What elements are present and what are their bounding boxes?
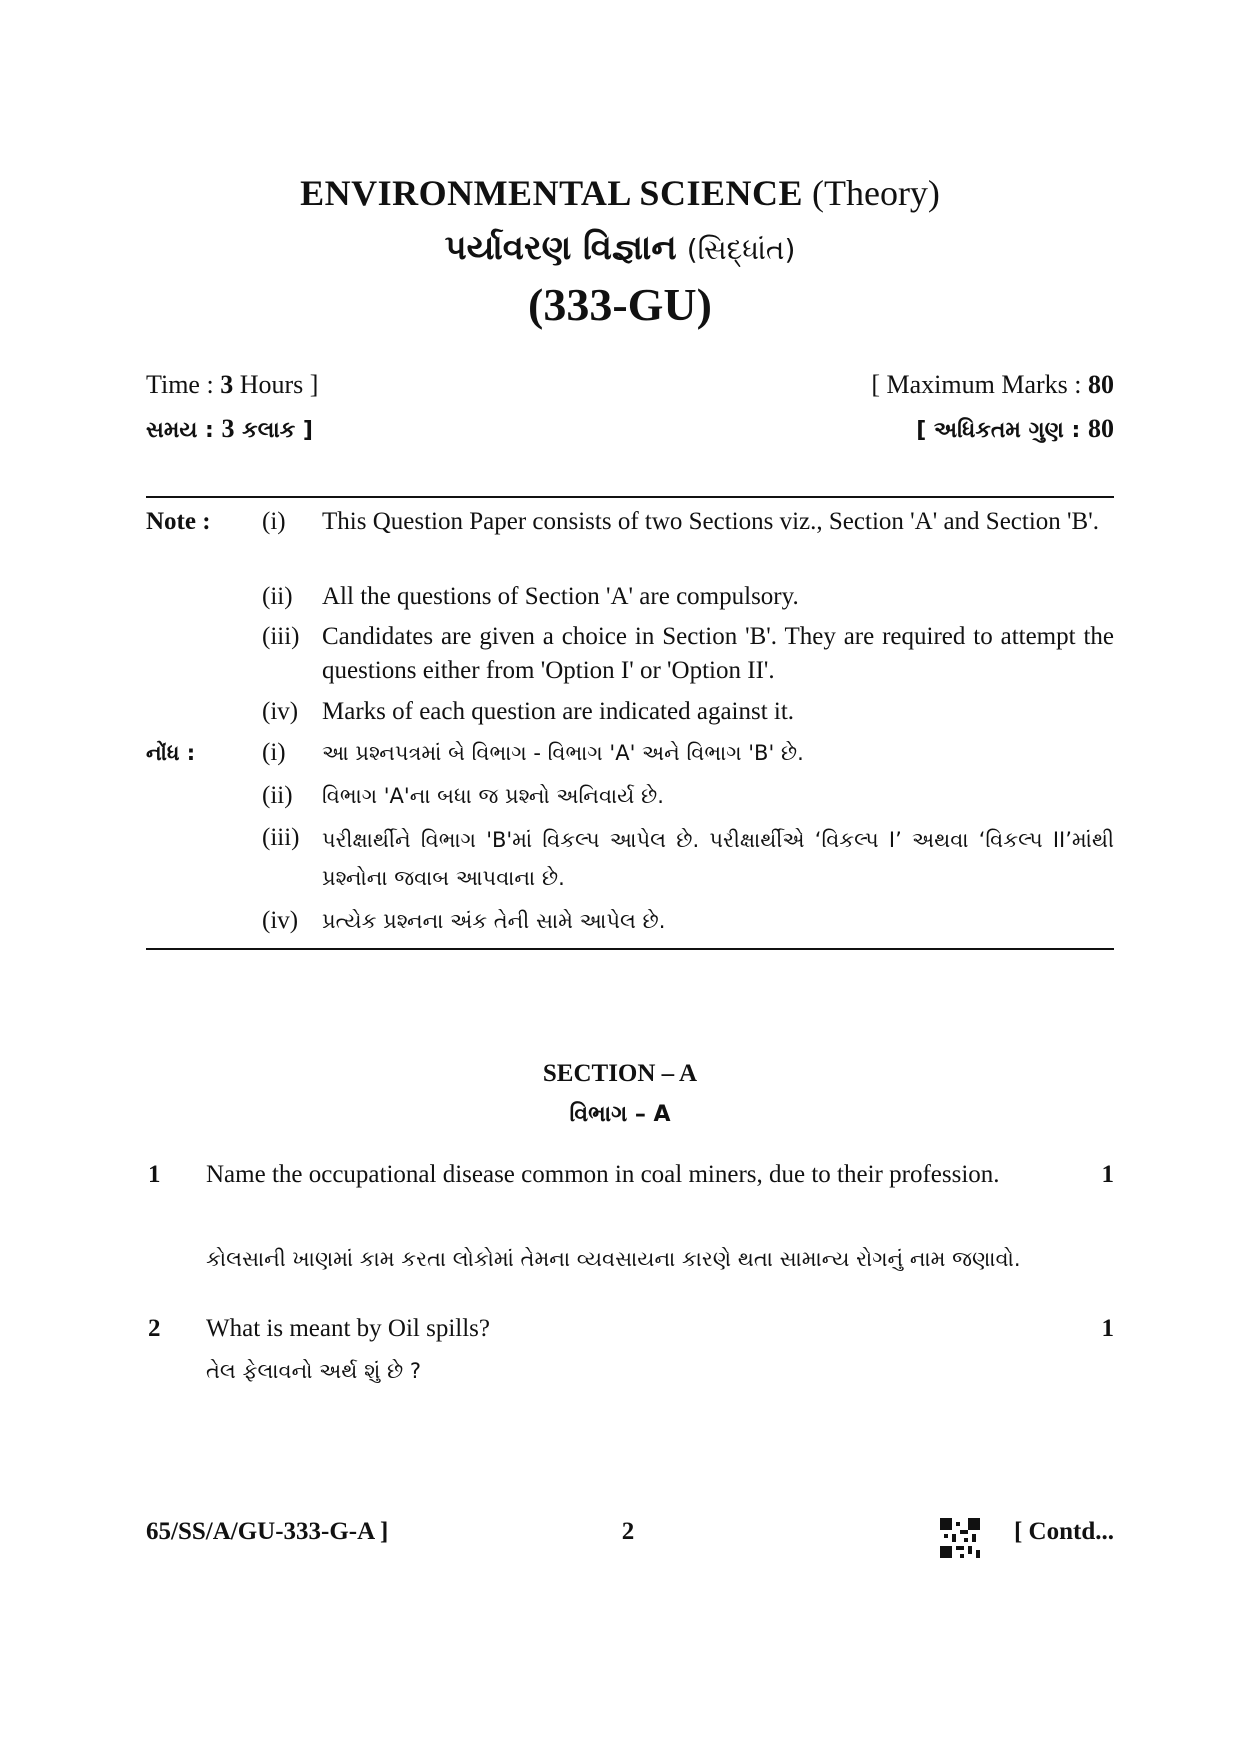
note-num: (i) [262,508,286,535]
title-english [0,172,1240,214]
note-label-gujarati: નોંધ : [146,741,196,765]
question-text-english: Name the occupational disease common in coal miners, due to their profession. [206,1161,1000,1188]
title-gujarati [0,222,1240,269]
note-text: Candidates are given a choice in Section 'B'. They are required to attempt the questions either from 'Option I' or 'Option II'. [322,623,1114,684]
title-english-paren: (Theory) [811,173,940,213]
section-title-gujarati: વિભાગ – A [569,1102,671,1127]
question-number: 1 [148,1161,161,1188]
max-marks-gujarati: [ અધિકતમ ગુણ : 80 [916,414,1114,443]
note-num: (iii) [262,824,300,851]
time-gujarati: સમય : 3 કલાક ] [146,414,313,443]
note-text: Marks of each question are indicated against it. [322,698,795,725]
note-text: All the questions of Section 'A' are compulsory. [322,583,799,610]
max-marks-english: [ Maximum Marks : 80 [871,370,1114,399]
note-text: આ પ્રશ્નપત્રમાં બે વિભાગ - વિભાગ 'A' અને વિભાગ 'B' છે. [322,741,804,765]
note-text: પ્રત્યેક પ્રશ્નના અંક તેની સામે આપેલ છે. [322,909,666,933]
question-text-gujarati: તેલ ફેલાવનો અર્થ શું છે ? [206,1359,421,1383]
question-text-gujarati: કોલસાની ખાણમાં કામ કરતા લોકોમાં તેમના વ્યવસાયના કારણે થતા સામાન્ય રોગનું નામ જણાવો. [206,1247,1021,1271]
note-num: (i) [262,739,286,766]
note-num: (ii) [262,583,293,610]
note-text: પરીક્ષાર્થીને વિભાગ 'B'માં વિકલ્પ આપેલ છે. પરીક્ષાર્થીએ ‘વિકલ્પ I’ અથવા ‘વિકલ્પ II’માંથી પ્રશ્નોના જવાબ આપવાના છે. [322,828,1114,890]
divider-top [146,496,1114,498]
title-english-main: ENVIRONMENTAL SCIENCE [300,173,803,213]
note-num: (iii) [262,623,300,650]
section-title-english: SECTION – A [542,1060,698,1087]
time-english: Time : 3 Hours ] [146,370,319,399]
footer-code: 65/SS/A/GU-333-G-A ] [146,1518,389,1545]
question-marks: 1 [1101,1161,1114,1188]
page-number: 2 [621,1518,635,1545]
title-gujarati-paren: (સિદ્ધાંત) [686,233,796,266]
note-label: Note : [146,508,211,535]
qr-code-icon [940,1518,980,1558]
note-num: (iv) [262,907,299,934]
note-text: વિભાગ 'A'ના બધા જ પ્રશ્નો અનિવાર્ય છે. [322,784,664,808]
subject-code: (333-GU) [528,279,712,330]
question-number: 2 [148,1315,161,1342]
divider-bottom [146,948,1114,950]
title-gujarati-main: પર્યાવરણ વિજ્ઞાન [444,228,677,268]
question-text-english: What is meant by Oil spills? [206,1315,490,1342]
note-num: (ii) [262,782,293,809]
continued-label: [ Contd... [1013,1518,1114,1545]
question-marks: 1 [1101,1315,1114,1342]
note-num: (iv) [262,698,299,725]
note-text: This Question Paper consists of two Sections viz., Section 'A' and Section 'B'. [322,508,1099,535]
